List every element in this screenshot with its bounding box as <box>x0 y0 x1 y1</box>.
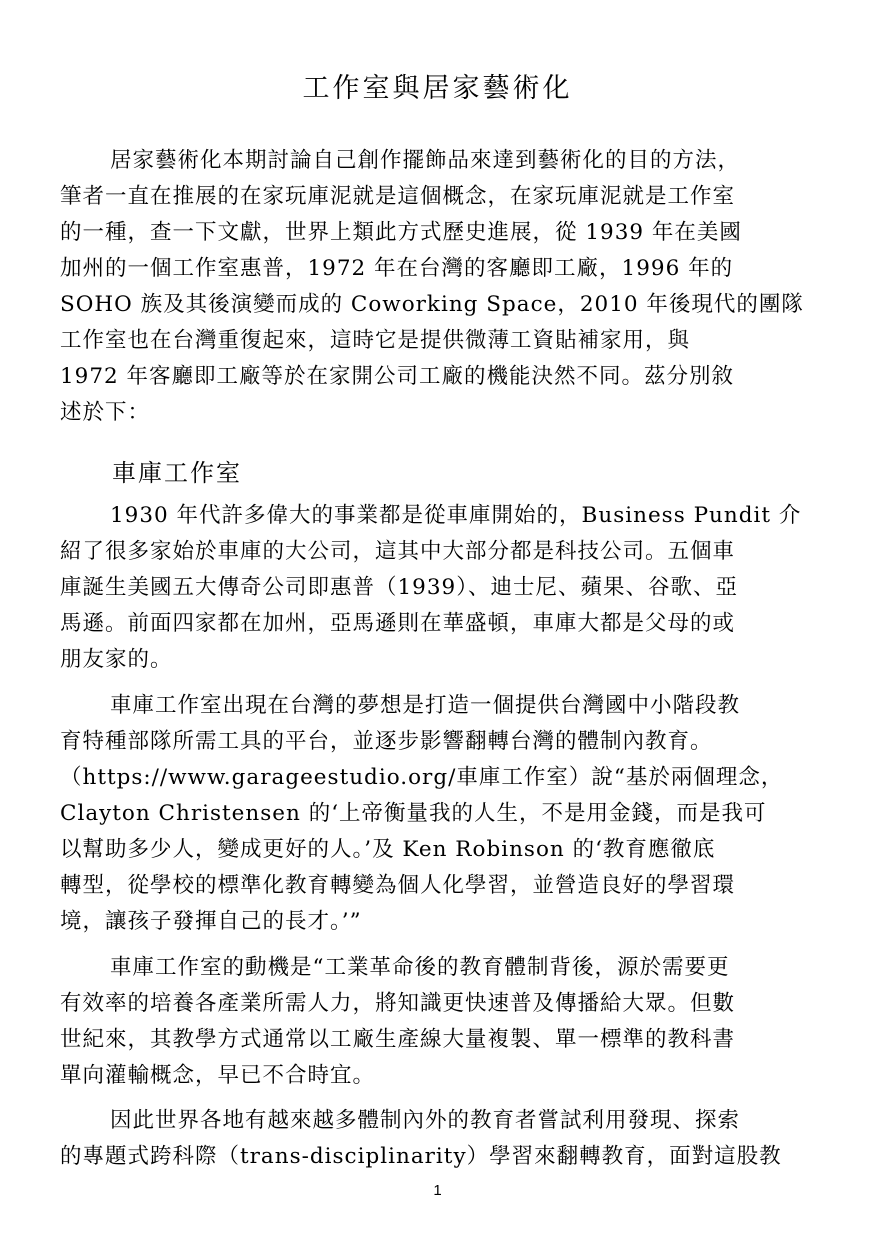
text-line: 1972 年客廳即工廠等於在家開公司工廠的機能決然不同。茲分別敘 <box>60 364 735 389</box>
text-line: 馬遜。前面四家都在加州，亞馬遜則在華盛頓，車庫大都是父母的或 <box>60 611 736 636</box>
paragraph-4 <box>60 1103 812 1175</box>
text-line: 筆者一直在推展的在家玩庫泥就是這個概念，在家玩庫泥就是工作室 <box>60 184 736 209</box>
text-line: 單向灌輸概念，早已不合時宜。 <box>60 1063 376 1088</box>
text-line: 車庫工作室的動機是“工業革命後的教育體制背後，源於需要更 <box>110 955 730 980</box>
text-line: 的一種，查一下文獻，世界上類此方式歷史進展，從 1939 年在美國 <box>60 220 742 245</box>
text-line: 紹了很多家始於車庫的大公司，這其中大部分都是科技公司。五個車 <box>60 539 736 564</box>
intro-paragraph <box>60 143 812 431</box>
text-line: 車庫工作室出現在台灣的夢想是打造一個提供台灣國中小階段教 <box>110 693 741 718</box>
paragraph-1 <box>60 498 812 678</box>
text-line: 的專題式跨科際（trans-disciplinarity）學習來翻轉教育，面對這股教 <box>60 1144 782 1169</box>
text-line: 有效率的培養各產業所需人力，將知識更快速普及傳播給大眾。但數 <box>60 991 736 1016</box>
text-line: 朋友家的。 <box>60 647 173 672</box>
text-line: 居家藝術化本期討論自己創作擺飾品來達到藝術化的目的方法， <box>110 148 741 173</box>
text-line: 庫誕生美國五大傳奇公司即惠普（1939）、迪士尼、蘋果、谷歌、亞 <box>60 575 738 600</box>
text-line: 世紀來，其教學方式通常以工廠生產線大量複製、單一標準的教科書 <box>60 1027 736 1052</box>
paragraph-3 <box>60 950 812 1094</box>
section-heading: 車庫工作室 <box>112 459 242 487</box>
text-line: 育特種部隊所需工具的平台，並逐步影響翻轉台灣的體制內教育。 <box>60 729 713 754</box>
text-line: 以幫助多少人，變成更好的人。’及 Ken Robinson 的‘教育應徹底 <box>60 837 716 862</box>
document-title: 工作室與居家藝術化 <box>302 73 573 104</box>
text-line: Clayton Christensen 的‘上帝衡量我的人生，不是用金錢，而是我可 <box>60 801 767 826</box>
paragraph-2 <box>60 688 812 940</box>
text-line: 轉型，從學校的標準化教育轉變為個人化學習，並營造良好的學習環 <box>60 873 736 898</box>
text-line: 加州的一個工作室惠普，1972 年在台灣的客廳即工廠，1996 年的 <box>60 256 734 281</box>
text-line: 述於下： <box>60 400 151 425</box>
page-number: 1 <box>433 1182 442 1199</box>
text-line: 1930 年代許多偉大的事業都是從車庫開始的，Business Pundit 介 <box>110 503 802 528</box>
text-line: SOHO 族及其後演變而成的 Coworking Space，2010 年後現代的團隊 <box>60 292 804 317</box>
text-line: 境，讓孩子發揮自己的長才。’” <box>60 909 362 934</box>
text-line: 工作室也在台灣重復起來，這時它是提供微薄工資貼補家用，與 <box>60 328 691 353</box>
text-line: 因此世界各地有越來越多體制內外的教育者嘗試利用發現、探索 <box>110 1108 741 1133</box>
text-line: （https://www.garageestudio.org/車庫工作室）說“基於兩個理念， <box>60 765 784 790</box>
